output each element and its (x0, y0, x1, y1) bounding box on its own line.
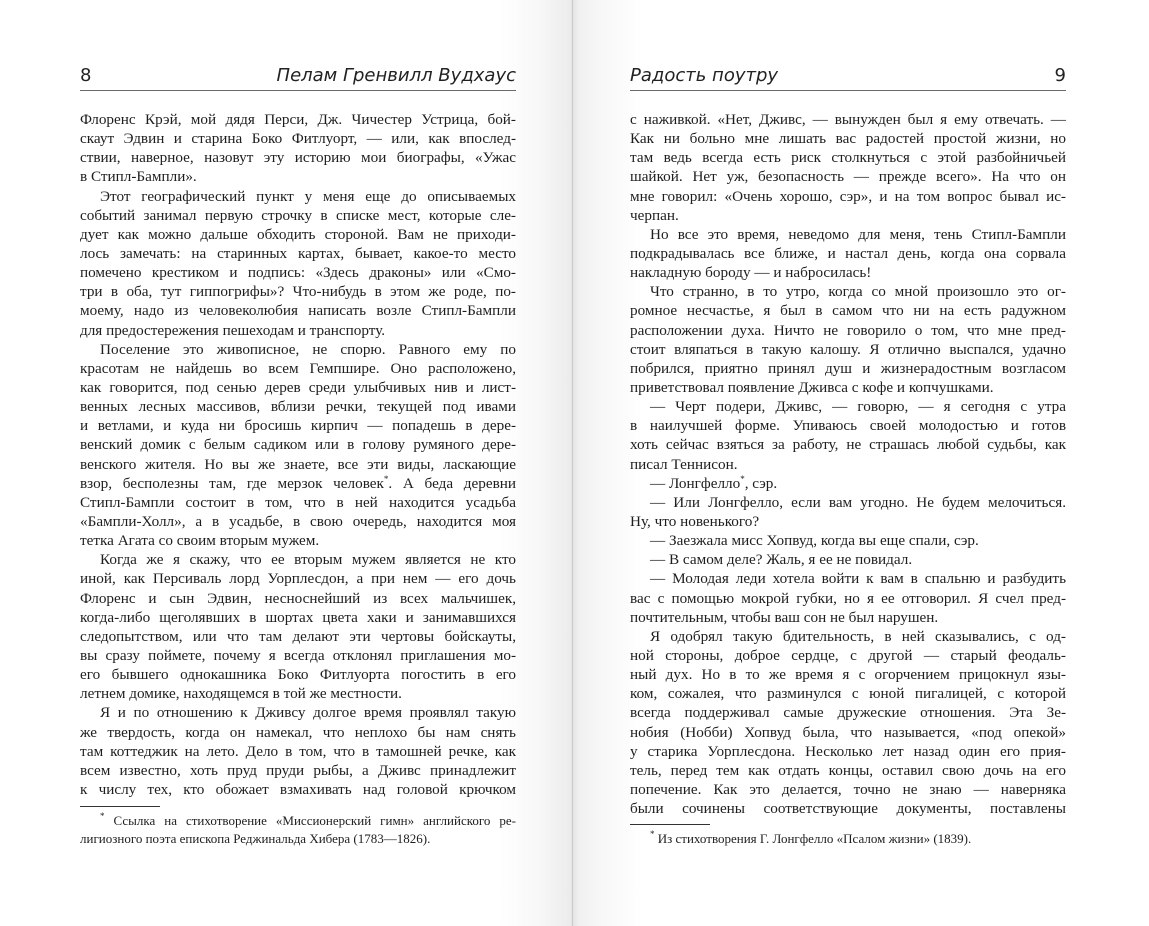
text-line: попечение. Как это делается, точно не знаю — наверняка (630, 780, 1066, 798)
text-line: в Стипл-Бампли». (80, 168, 197, 186)
text-line: когда-либо щеголявших в шортах цвета хаки и занимавшихся (80, 608, 516, 626)
text-line: следопытством, или что там делают эти чертовы бойскауты, (80, 627, 516, 645)
footnote-rule (80, 806, 160, 807)
footnote-marker: * (650, 829, 655, 839)
footnote-reference: * (383, 473, 389, 484)
text-line: ной стороны, доброе сердце, с другой — старый феодаль- (630, 646, 1066, 664)
text-line: Когда же я скажу, что ее вторым мужем является не кто (100, 551, 516, 569)
text-line: и ветлами, и куда ни бросишь кирпич — попадешь в дере- (80, 417, 516, 435)
text-line: почтительным, чтобы ваш сон не был нарушен. (630, 608, 939, 626)
text-line: венский домик с белым садиком или в голову румяного дере- (80, 436, 516, 454)
author-name: Пелам Гренвилл Вудхаус (276, 65, 516, 86)
text-line: там ведь всегда есть риск столкнуться с этой разбойничьей (630, 149, 1066, 167)
text-line: у старика Уорплесдона. Несколько лет назад один его прия- (630, 742, 1066, 760)
text-line: с наживкой. «Нет, Дживс, — вынужден был я ему отвечать. — (630, 111, 1066, 128)
footnote (80, 812, 516, 848)
text-line: тетка Агата со своим вторым мужем. (80, 532, 320, 550)
text-line: событий занимал первую строчку в списке мест, которые сле- (80, 206, 516, 224)
text-line: Как ни больно мне лишать вас радостей простой жизни, но (630, 130, 1066, 148)
footnote-marker: * (100, 811, 105, 821)
text-line: ствии, наверное, назовут эту историю мои биографы, «Ужас (80, 149, 516, 167)
text-line: летнем домике, находящемся в той же местности. (80, 685, 402, 703)
text-line: Ну, что новенького? (630, 512, 760, 530)
text-line: Что странно, в то утро, когда со мной произошло это ог- (650, 283, 1066, 301)
text-line: подкрадывалась все ближе, и настал день, когда она сорвала (630, 244, 1066, 262)
text-line: скаут Эдвин и старина Боко Фитлуорт, — или, как впослед- (80, 130, 516, 148)
page-number: 8 (80, 65, 92, 86)
text-line: лось замечать: на старинных картах, бывает, какое-то место (80, 244, 516, 262)
text-line: помечено крестиком и подпись: «Здесь драконы» или «Смо- (80, 264, 516, 282)
text-line: всегда поддерживал самые дружеские отношения. Эта Зе- (630, 704, 1066, 722)
footnote-line: * Ссылка на стихотворение «Миссионерский гимн» английского ре- (100, 811, 516, 828)
right-page (573, 0, 1149, 926)
text-line: писал Теннисон. (630, 455, 738, 473)
text-line: приветствовал появление Дживса с кофе и копчушками. (630, 378, 994, 396)
text-line: хоть сейчас взяться за работу, не страшась любой судьбы, как (630, 436, 1066, 454)
text-line: «Бампли-Холл», а в усадьбе, в свою очередь, находится моя (80, 512, 516, 530)
text-line: вы сразу поймете, почему я всегда отклонял приглашения мо- (80, 646, 516, 664)
body-text (630, 110, 1066, 818)
text-line: моему, надо из человеколюбия написать возле Стипл-Бампли (80, 302, 516, 320)
text-line: взор, бесполезны там, где мерзок человек*. А беда деревни (80, 473, 517, 492)
text-line: же твердость, когда он намекал, что неплохо бы нам снять (80, 723, 516, 741)
text-line: вас с помощью мокрой губки, но я ее отговорил. Я счел пред- (630, 589, 1066, 607)
text-line: Поселение это живописное, не спорю. Равного ему по (100, 340, 516, 358)
page-number: 9 (1054, 65, 1066, 86)
text-line: черпан. (630, 206, 679, 224)
text-line: накладную бороду — и набросилась! (630, 264, 872, 282)
text-line: — Заезжала мисс Хопвуд, когда вы еще спали, сэр. (650, 532, 979, 550)
left-page (0, 0, 573, 926)
text-line: венского жителя. Но вы же знаете, все эти виды, ласкающие (80, 455, 516, 473)
text-line: шайкой. Нет уж, безопасность — прежде всего». На что он (630, 168, 1066, 186)
text-line: Но все это время, неведомо для меня, тень Стипл-Бампли (650, 225, 1066, 243)
text-line: были сочинены соответствующие документы, поставлены (630, 800, 1066, 818)
text-line: там коттеджик на лето. Дело в том, что в тамошней речке, как (80, 742, 516, 760)
text-line: нобия (Нобби) Хопвуд была, что называется, «под опекой» (630, 723, 1066, 741)
text-line: как говорится, под сенью дерев среди улыбчивых нив и лист- (80, 378, 516, 396)
book-spine (572, 0, 573, 926)
footnote-line: * Из стихотворения Г. Лонгфелло «Псалом жизни» (1839). (650, 829, 972, 846)
text-line: расположении духа. Ничто не говорило о том, что мне пред- (630, 321, 1066, 339)
body-text (80, 110, 516, 799)
text-line: Я одобрял такую бдительность, в ней сказывались, с од- (650, 627, 1066, 645)
text-line: тель, перед тем как отдать концы, оставил свою дочь на его (630, 761, 1066, 779)
text-line: всем известно, хоть пруд пруди рыбы, а Дживс принадлежит (80, 761, 516, 779)
text-line: — В самом деле? Жаль, я ее не повидал. (650, 551, 913, 569)
text-line: Стипл-Бампли состоит в том, что в ней находится усадьба (80, 493, 516, 511)
text-line: дует как можно дальше обходить стороной. Вам не приходи- (80, 225, 516, 243)
text-line: к числу тех, кто обожает взмахивать над головой крючком (80, 780, 516, 798)
text-line: — Лонгфелло*, сэр. (650, 473, 778, 492)
text-line: — Молодая леди хотела войти к вам в спальню и разбудить (650, 570, 1066, 588)
text-line: ромное несчастье, я был в самом что ни на есть радужном (630, 302, 1066, 320)
text-line: в наилучшей форме. Упиваюсь своей молодостью и готов (630, 417, 1066, 435)
text-line: венных лесных массивов, вблизи речки, текущей под ивами (80, 398, 516, 416)
text-line: три в оба, тут гиппогрифы»? Что-нибудь в этом же роде, по- (80, 283, 516, 301)
text-line: мне говорил: «Очень хорошо, сэр», и на том вопрос бывал ис- (630, 187, 1066, 205)
text-line: стоит вляпаться в такую калошу. Я отлично выспался, удачно (630, 340, 1066, 358)
text-line: иной, как Персиваль лорд Уорплесдон, а при нем — его дочь (80, 570, 516, 588)
text-line: Этот географический пункт у меня еще до описываемых (100, 187, 516, 205)
text-line: Флоренс Крэй, мой дядя Перси, Дж. Чичестер Устрица, бой- (80, 111, 516, 128)
text-line: красотам не найдешь во всем Гемпшире. Оно расположено, (80, 359, 516, 377)
footnote-rule (630, 824, 710, 825)
text-line: — Или Лонгфелло, если вам угодно. Не будем мелочиться. (650, 493, 1066, 511)
text-line: его бывшего однокашника Боко Фитлуорта погостить в его (80, 666, 516, 684)
text-line: для предостережения пешеходам и транспорту. (80, 321, 386, 339)
text-line: побрился, приятно принял душ и жизнерадостным возгласом (630, 359, 1066, 377)
running-head (630, 64, 1066, 91)
text-line: ный дух. Но в то же время я с огорчением прицокнул язы- (630, 666, 1066, 684)
text-line: Флоренс и сын Эдвин, несноснейший из всех мальчишек, (80, 589, 516, 607)
text-line: ком, сожалея, что разминулся с юной пигалицей, с которой (630, 685, 1066, 703)
footnote-reference: * (740, 473, 745, 484)
running-head (80, 64, 516, 91)
footnote-line: лигиозного поэта епископа Реджинальда Хибера (1783—1826). (80, 831, 431, 846)
text-line: Я и по отношению к Дживсу долгое время проявлял такую (100, 704, 516, 722)
text-line: — Черт подери, Дживс, — говорю, — я сегодня с утра (650, 398, 1066, 416)
footnote (630, 830, 1066, 848)
chapter-title: Радость поутру (630, 65, 779, 86)
